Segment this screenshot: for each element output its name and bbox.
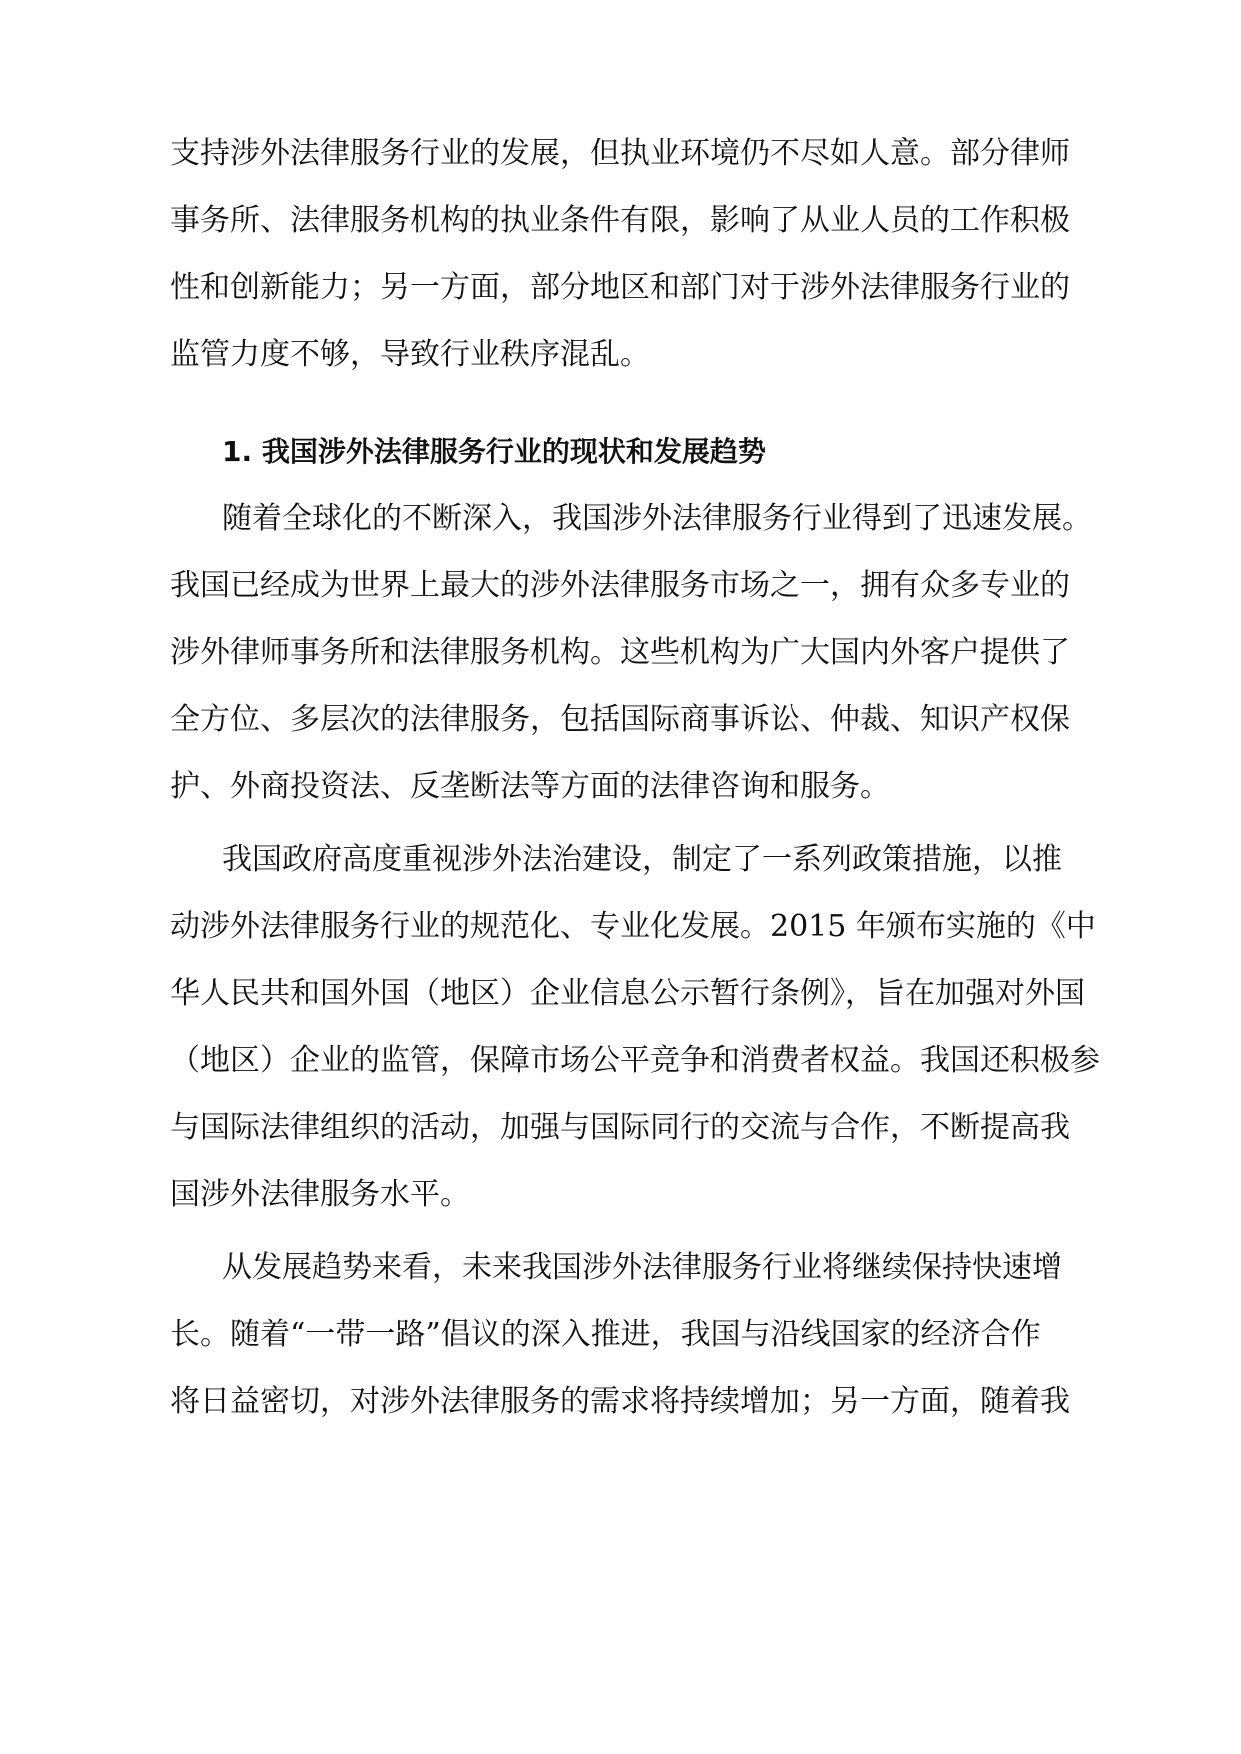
section-heading: 1. 我国涉外法律服务行业的现状和发展趋势	[222, 435, 766, 468]
text-line: 从发展趋势来看，未来我国涉外法律服务行业将继续保持快速增	[222, 1250, 1062, 1285]
text-line: 性和创新能力；另一方面，部分地区和部门对于涉外法律服务行业的	[170, 270, 1070, 305]
text-line: 我国已经成为世界上最大的涉外法律服务市场之一，拥有众多专业的	[170, 568, 1070, 603]
text-line: 支持涉外法律服务行业的发展，但执业环境仍不尽如人意。部分律师	[170, 136, 1070, 171]
text-line: （地区）企业的监管，保障市场公平竞争和消费者权益。我国还积极参	[170, 1043, 1100, 1078]
text-line: 长。随着“一带一路”倡议的深入推进，我国与沿线国家的经济合作	[170, 1317, 1041, 1352]
text-line: 随着全球化的不断深入，我国涉外法律服务行业得到了迅速发展。	[222, 501, 1092, 536]
text-line: 我国政府高度重视涉外法治建设，制定了一系列政策措施，以推	[222, 842, 1062, 877]
text-line: 涉外律师事务所和法律服务机构。这些机构为广大国内外客户提供了	[170, 635, 1070, 670]
text-line: 华人民共和国外国（地区）企业信息公示暂行条例》，旨在加强对外国	[170, 976, 1085, 1011]
text-line: 动涉外法律服务行业的规范化、专业化发展。2015 年颁布实施的《中	[170, 909, 1096, 944]
text-line: 护、外商投资法、反垄断法等方面的法律咨询和服务。	[170, 769, 890, 804]
text-line: 监管力度不够，导致行业秩序混乱。	[170, 337, 650, 372]
text-line: 将日益密切，对涉外法律服务的需求将持续增加；另一方面，随着我	[170, 1384, 1070, 1419]
text-line: 全方位、多层次的法律服务，包括国际商事诉讼、仲裁、知识产权保	[170, 702, 1070, 737]
text-line: 事务所、法律服务机构的执业条件有限，影响了从业人员的工作积极	[170, 203, 1070, 238]
text-line: 与国际法律组织的活动，加强与国际同行的交流与合作，不断提高我	[170, 1110, 1070, 1145]
text-line: 国涉外法律服务水平。	[170, 1177, 470, 1212]
